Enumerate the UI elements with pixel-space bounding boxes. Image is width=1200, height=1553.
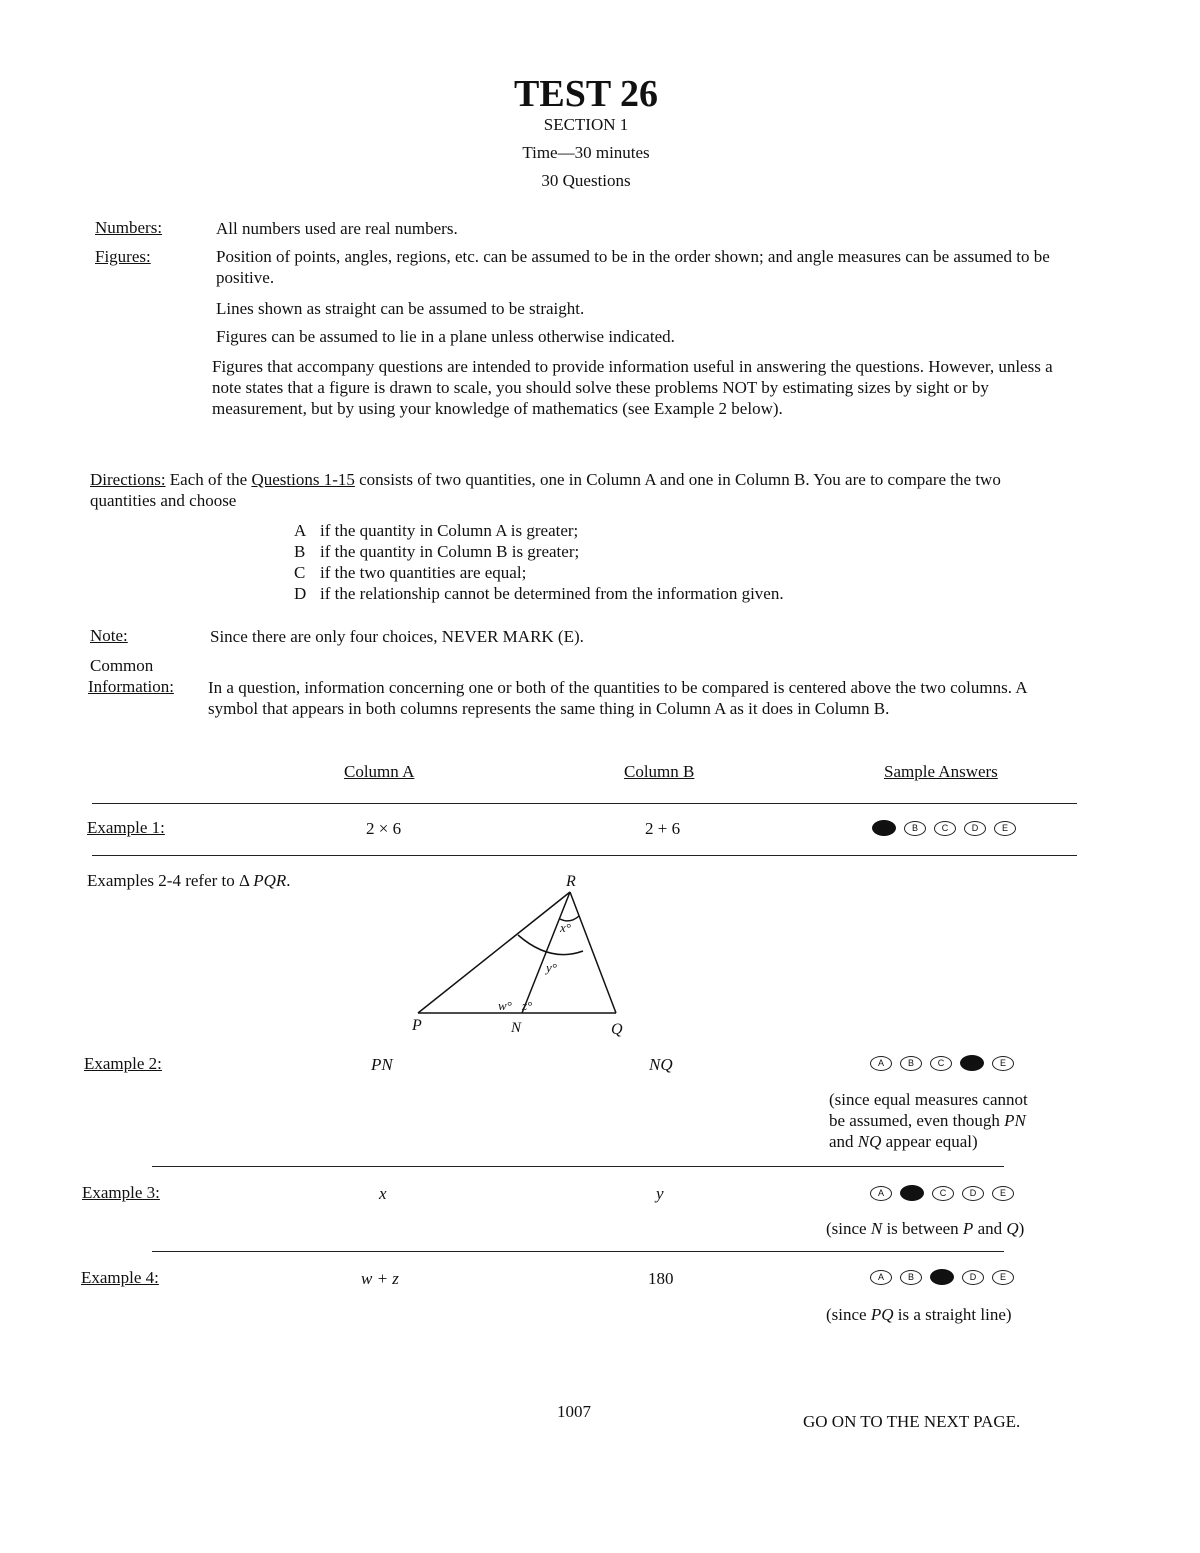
column-a-header: Column A [344, 762, 415, 781]
figures-paragraph-4: Figures that accompany questions are intended to provide information useful in answering the questions. However, unless a note states that a figure is drawn to scale, you should solve these problems NOT by estimating sizes by sight or by measurement, but by using your knowledge of mathematics (see Example 2 below). [212, 357, 1053, 418]
example-1-answer-bubbles [872, 820, 1024, 836]
divider [92, 803, 1077, 804]
page-number: 1007 [557, 1402, 591, 1421]
bubble-c: C [930, 1056, 952, 1071]
directions-label: Directions: [90, 470, 166, 489]
example-2-answer-bubbles [870, 1055, 1022, 1071]
bubble-d: D [964, 821, 986, 836]
divider [152, 1166, 1004, 1167]
numbers-label: Numbers: [95, 218, 163, 237]
example-1-column-a: 2 × 6 [366, 819, 402, 838]
example-4-label: Example 4: [81, 1268, 159, 1287]
bubble-a: A [870, 1186, 892, 1201]
sample-answers-header: Sample Answers [884, 762, 998, 781]
choice-d: D if the relationship cannot be determined from the information given. [294, 584, 784, 603]
bubble-a-filled: A [872, 820, 896, 836]
example-1-column-b: 2 + 6 [645, 819, 681, 838]
common-text: In a question, information concerning one or both of the quantities to be compared is centered above the two columns. A symbol that appears in both columns represents the same thing in Column A as it does in Column B. [208, 678, 1027, 718]
example-2-column-b: NQ [649, 1055, 673, 1074]
questions-reference: Questions 1-15 [251, 470, 355, 489]
bubble-c-filled: C [930, 1269, 954, 1285]
common-label-2: Information: [88, 677, 174, 696]
time-label: Time—30 minutes [522, 143, 650, 162]
bubble-b-filled: B [900, 1185, 924, 1201]
example-4-column-a: w + z [361, 1269, 399, 1288]
label-r: R [566, 873, 576, 890]
bubble-d-filled: D [960, 1055, 984, 1071]
label-w: w° [498, 998, 512, 1013]
bubble-c: C [934, 821, 956, 836]
label-x: x° [560, 920, 571, 935]
numbers-text: All numbers used are real numbers. [216, 219, 458, 238]
bubble-b: B [904, 821, 926, 836]
note-label: Note: [90, 626, 128, 645]
bubble-d: D [962, 1186, 984, 1201]
bubble-e: E [994, 821, 1016, 836]
bubble-e: E [992, 1056, 1014, 1071]
figures-label: Figures: [95, 247, 151, 266]
question-count: 30 Questions [541, 171, 631, 190]
example-2-column-a: PN [371, 1055, 393, 1074]
common-label-1: Common [90, 656, 154, 675]
example-4-explanation: (since PQ is a straight line) [826, 1305, 1012, 1324]
directions-text-a: Each of the [169, 470, 248, 489]
answer-choices-list [294, 520, 934, 604]
example-3-answer-bubbles [870, 1185, 1022, 1201]
column-b-header: Column B [624, 762, 695, 781]
test-title: TEST 26 [514, 73, 658, 115]
example-4-column-b: 180 [648, 1269, 674, 1288]
example-2-explanation: (since equal measures cannot be assumed, even though PN and NQ appear equal) [829, 1090, 1028, 1151]
label-q: Q [611, 1021, 623, 1038]
bubble-e: E [992, 1186, 1014, 1201]
bubble-c: C [932, 1186, 954, 1201]
example-3-explanation: (since N is between P and Q) [826, 1219, 1025, 1238]
example-4-answer-bubbles [870, 1269, 1022, 1285]
directions-block [90, 469, 1040, 511]
divider [152, 1251, 1004, 1252]
directions-text-b: consists of two quantities, one in Column A and one in Column B. You are to compare the two quantities and choose [90, 470, 1001, 510]
bubble-a: A [870, 1056, 892, 1071]
triangle-pqr-figure [400, 868, 640, 1043]
choice-c: C if the two quantities are equal; [294, 563, 527, 582]
example-2-label: Example 2: [84, 1054, 162, 1073]
bubble-b: B [900, 1270, 922, 1285]
bubble-b: B [900, 1056, 922, 1071]
figures-paragraph-3: Figures can be assumed to lie in a plane unless otherwise indicated. [216, 327, 675, 346]
section-label: SECTION 1 [543, 115, 629, 134]
example-3-column-a: x [379, 1184, 387, 1203]
label-z: z° [522, 998, 533, 1013]
bubble-e: E [992, 1270, 1014, 1285]
choice-b: B if the quantity in Column B is greater; [294, 542, 580, 561]
examples-reference: Examples 2-4 refer to Δ PQR. [87, 871, 291, 890]
choice-a: A if the quantity in Column A is greater; [294, 521, 579, 540]
example-3-column-b: y [656, 1184, 664, 1203]
angle-prq-arc [518, 935, 583, 955]
label-p: P [412, 1017, 422, 1034]
go-on-next-page: GO ON TO THE NEXT PAGE. [803, 1412, 1021, 1431]
label-y: y° [546, 960, 557, 975]
note-text: Since there are only four choices, NEVER MARK (E). [210, 627, 584, 646]
example-1-label: Example 1: [87, 818, 165, 837]
example-3-label: Example 3: [82, 1183, 160, 1202]
label-n: N [511, 1020, 522, 1036]
bubble-a: A [870, 1270, 892, 1285]
figures-paragraph-1: Position of points, angles, regions, etc. can be assumed to be in the order shown; and angle measures can be assumed to be positive. [216, 247, 1050, 287]
divider [92, 855, 1077, 856]
figures-paragraph-2: Lines shown as straight can be assumed to be straight. [216, 299, 585, 318]
bubble-d: D [962, 1270, 984, 1285]
